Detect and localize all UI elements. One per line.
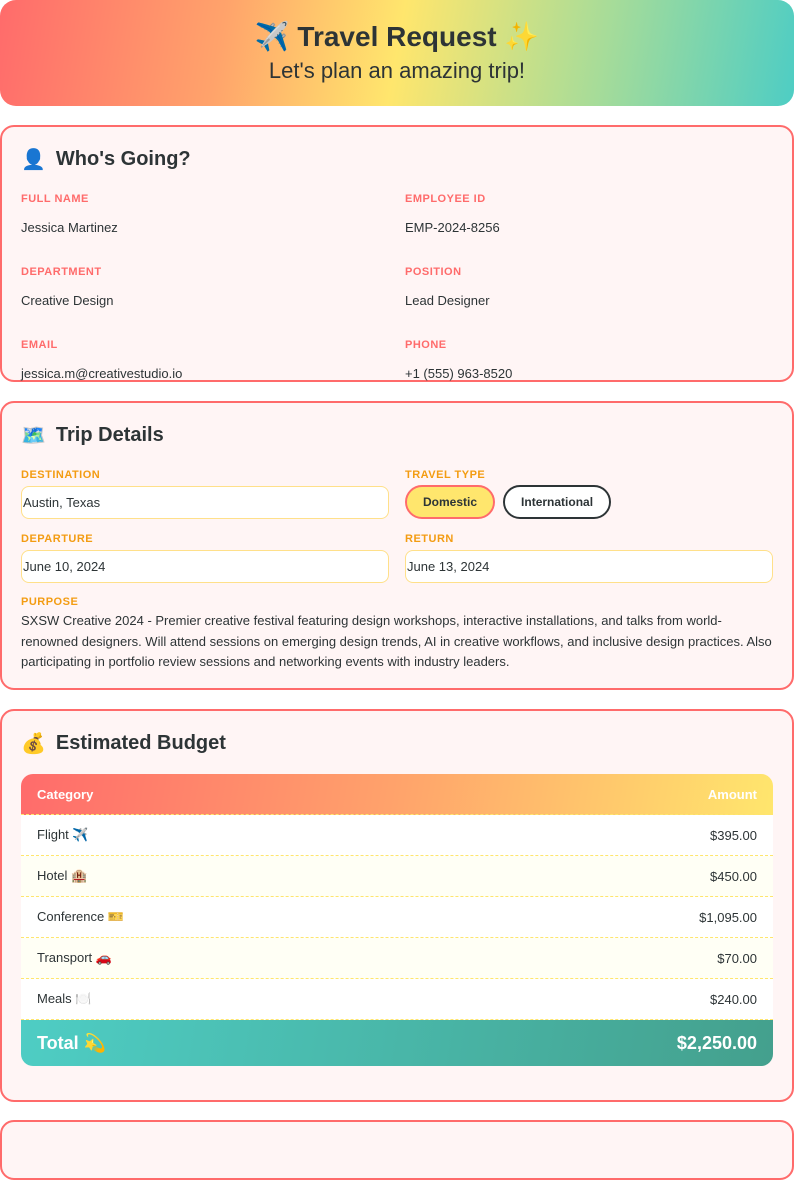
field-label: EMAIL (21, 339, 58, 351)
travel-type-international[interactable]: International (503, 485, 611, 519)
next-section (0, 1120, 794, 1180)
section-title: Estimated Budget (55, 732, 226, 754)
budget-section (0, 709, 794, 1102)
return-input[interactable]: June 13, 2024 (405, 550, 773, 583)
departure-label: DEPARTURE (21, 533, 94, 545)
destination-label: DESTINATION (21, 469, 101, 481)
column-header-amount: Amount (707, 786, 757, 802)
total-row (21, 1020, 773, 1066)
row-amount: $450.00 (710, 868, 757, 884)
person-icon: 👤 (21, 149, 46, 171)
row-category: Conference 🎫 (37, 909, 125, 924)
row-category: Meals 🍽️ (37, 991, 92, 1006)
field-value: Creative Design (21, 293, 114, 308)
field-value: Jessica Martinez (21, 220, 118, 235)
purpose-text: SXSW Creative 2024 - Premier creative festival featuring design workshops, interactive installations, and talks from world-renowned designers. Will attend sessions on emerging design trends, AI in creative workflows, and inclusive design practices. Also participating in portfolio review sessions and networking events with industry leaders. (21, 613, 772, 669)
field-label: PHONE (405, 339, 447, 351)
field-label: POSITION (405, 266, 462, 278)
who-heading (21, 147, 191, 172)
page-subtitle: Let's plan an amazing trip! (268, 58, 526, 83)
budget-table (21, 774, 773, 1066)
field-label: EMPLOYEE ID (405, 193, 486, 205)
purpose-label: PURPOSE (21, 596, 79, 608)
full-name-field (21, 193, 405, 266)
table-row (21, 979, 773, 1020)
row-amount: $240.00 (710, 991, 757, 1007)
trip-section (0, 401, 794, 690)
table-row (21, 938, 773, 979)
field-label: DEPARTMENT (21, 266, 102, 278)
employee-id-field (405, 193, 773, 266)
row-category: Flight ✈️ (37, 827, 89, 842)
field-value: jessica.m@creativestudio.io (21, 366, 183, 381)
total-label: Total 💫 (37, 1032, 107, 1053)
section-title: Who's Going? (55, 148, 191, 170)
row-category: Hotel 🏨 (37, 868, 88, 883)
departure-input[interactable]: June 10, 2024 (21, 550, 389, 583)
destination-input[interactable]: Austin, Texas (21, 486, 389, 519)
position-field (405, 266, 773, 339)
money-bag-icon: 💰 (21, 733, 46, 755)
trip-heading (21, 423, 164, 448)
row-amount: $70.00 (717, 950, 757, 966)
row-amount: $1,095.00 (699, 909, 757, 925)
table-header (21, 774, 773, 815)
travel-type-label: TRAVEL TYPE (405, 469, 486, 481)
field-value: +1 (555) 963-8520 (405, 366, 513, 381)
who-section (0, 125, 794, 382)
row-amount: $395.00 (710, 827, 757, 843)
page-title: ✈️ Travel Request ✨ (254, 21, 540, 52)
field-value: Lead Designer (405, 293, 490, 308)
column-header-category: Category (37, 786, 94, 802)
travel-type-domestic[interactable]: Domestic (405, 485, 495, 519)
table-row (21, 897, 773, 938)
field-label: FULL NAME (21, 193, 89, 205)
map-icon: 🗺️ (21, 425, 46, 447)
table-row (21, 856, 773, 897)
field-value: EMP-2024-8256 (405, 220, 500, 235)
row-category: Transport 🚗 (37, 950, 112, 965)
page-header (0, 0, 794, 106)
section-title: Trip Details (55, 424, 164, 446)
department-field (21, 266, 405, 339)
budget-heading (21, 731, 226, 756)
return-label: RETURN (405, 533, 454, 545)
total-amount: $2,250.00 (676, 1032, 757, 1053)
table-row (21, 815, 773, 856)
